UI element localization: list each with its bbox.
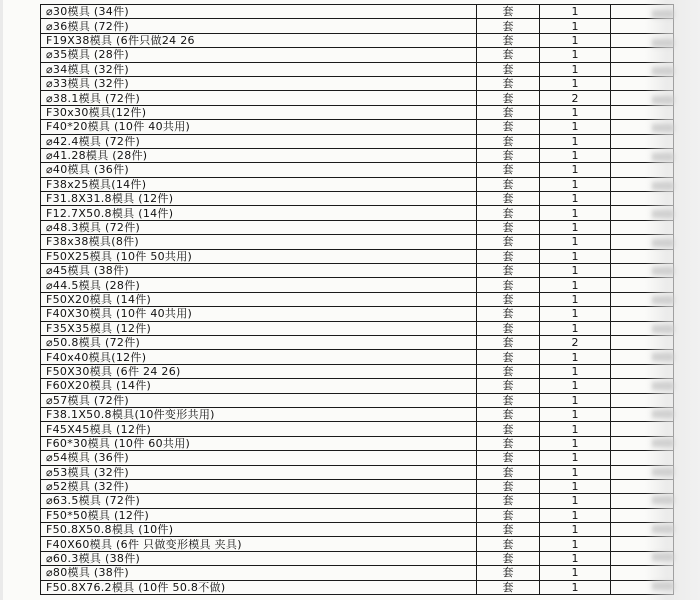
redaction-smudge	[652, 468, 674, 476]
table-row	[41, 508, 674, 522]
unit-cell: 套	[477, 148, 540, 162]
quantity-cell: 1	[540, 307, 611, 321]
unit-cell: 套	[477, 192, 540, 206]
mold-list-table	[40, 4, 674, 595]
table-row	[41, 580, 674, 594]
unit-cell: 套	[477, 48, 540, 62]
quantity-cell: 1	[540, 508, 611, 522]
table-row	[41, 105, 674, 119]
quantity-cell: 1	[540, 134, 611, 148]
name-cell: F50*50模具 (12件)	[41, 508, 477, 522]
name-cell: F60*30模具 (10件 60共用)	[41, 436, 477, 450]
name-cell: ⌀34模具 (32件)	[41, 62, 477, 76]
table-row	[41, 120, 674, 134]
name-cell: F50.8X50.8模具 (10件)	[41, 523, 477, 537]
unit-cell: 套	[477, 451, 540, 465]
quantity-cell: 1	[540, 33, 611, 47]
name-cell: ⌀80模具 (38件)	[41, 566, 477, 580]
unit-cell: 套	[477, 19, 540, 33]
quantity-cell: 1	[540, 364, 611, 378]
table-row	[41, 235, 674, 249]
table-row	[41, 48, 674, 62]
table-row	[41, 5, 674, 19]
redaction-smudge	[652, 439, 674, 447]
unit-cell: 套	[477, 292, 540, 306]
quantity-cell: 1	[540, 523, 611, 537]
name-cell: ⌀48.3模具 (72件)	[41, 220, 477, 234]
name-cell: ⌀45模具 (38件)	[41, 264, 477, 278]
name-cell: ⌀38.1模具 (72件)	[41, 91, 477, 105]
unit-cell: 套	[477, 566, 540, 580]
quantity-cell: 1	[540, 407, 611, 421]
name-cell: ⌀33模具 (32件)	[41, 76, 477, 90]
redaction-smudge	[652, 582, 674, 590]
name-cell: ⌀41.28模具 (28件)	[41, 148, 477, 162]
unit-cell: 套	[477, 264, 540, 278]
name-cell: F19X38模具 (6件只做24 26	[41, 33, 477, 47]
table-row	[41, 479, 674, 493]
quantity-cell: 1	[540, 580, 611, 594]
name-cell: ⌀50.8模具 (72件)	[41, 335, 477, 349]
quantity-cell: 1	[540, 220, 611, 234]
table-row	[41, 407, 674, 421]
unit-cell: 套	[477, 393, 540, 407]
name-cell: F45X45模具 (12件)	[41, 422, 477, 436]
quantity-cell: 1	[540, 465, 611, 479]
unit-cell: 套	[477, 479, 540, 493]
redaction-smudge	[652, 382, 674, 390]
table-row	[41, 566, 674, 580]
quantity-cell: 1	[540, 5, 611, 19]
unit-cell: 套	[477, 422, 540, 436]
name-cell: F40*20模具 (10件 40共用)	[41, 120, 477, 134]
quantity-cell: 1	[540, 249, 611, 263]
table-row	[41, 264, 674, 278]
unit-cell: 套	[477, 335, 540, 349]
unit-cell: 套	[477, 62, 540, 76]
table-row	[41, 76, 674, 90]
redaction-smudge	[652, 39, 674, 47]
quantity-cell: 1	[540, 350, 611, 364]
unit-cell: 套	[477, 105, 540, 119]
unit-cell: 套	[477, 235, 540, 249]
table-row	[41, 163, 674, 177]
quantity-cell: 1	[540, 551, 611, 565]
table-body	[41, 5, 674, 595]
quantity-cell: 1	[540, 235, 611, 249]
table-row	[41, 523, 674, 537]
name-cell: ⌀44.5模具 (28件)	[41, 278, 477, 292]
quantity-cell: 1	[540, 379, 611, 393]
name-cell: F35X35模具 (12件)	[41, 321, 477, 335]
redaction-smudge	[652, 10, 674, 18]
name-cell: ⌀40模具 (36件)	[41, 163, 477, 177]
name-cell: F12.7X50.8模具 (14件)	[41, 206, 477, 220]
unit-cell: 套	[477, 436, 540, 450]
name-cell: F40X60模具 (6件 只做变形模具 夹具)	[41, 537, 477, 551]
table-row	[41, 91, 674, 105]
table-row	[41, 436, 674, 450]
table-row	[41, 379, 674, 393]
name-cell: ⌀52模具 (32件)	[41, 479, 477, 493]
name-cell: ⌀53模具 (32件)	[41, 465, 477, 479]
redaction-smudge	[652, 67, 674, 75]
name-cell: ⌀63.5模具 (72件)	[41, 494, 477, 508]
unit-cell: 套	[477, 350, 540, 364]
table-row	[41, 364, 674, 378]
table-row	[41, 307, 674, 321]
redaction-smudge	[652, 525, 674, 533]
table-row	[41, 249, 674, 263]
table-row	[41, 321, 674, 335]
unit-cell: 套	[477, 364, 540, 378]
quantity-cell: 1	[540, 105, 611, 119]
unit-cell: 套	[477, 177, 540, 191]
redaction-smudge	[652, 496, 674, 504]
quantity-cell: 1	[540, 48, 611, 62]
table-row	[41, 537, 674, 551]
name-cell: F40X30模具 (10件 40共用)	[41, 307, 477, 321]
quantity-cell: 1	[540, 393, 611, 407]
unit-cell: 套	[477, 206, 540, 220]
quantity-cell: 1	[540, 264, 611, 278]
table-row	[41, 206, 674, 220]
table-row	[41, 494, 674, 508]
table-row	[41, 292, 674, 306]
redaction-smudge	[652, 153, 674, 161]
name-cell: F31.8X31.8模具 (12件)	[41, 192, 477, 206]
unit-cell: 套	[477, 5, 540, 19]
unit-cell: 套	[477, 33, 540, 47]
name-cell: ⌀60.3模具 (38件)	[41, 551, 477, 565]
quantity-cell: 2	[540, 335, 611, 349]
unit-cell: 套	[477, 249, 540, 263]
name-cell: F50X25模具 (10件 50共用)	[41, 249, 477, 263]
table-row	[41, 33, 674, 47]
unit-cell: 套	[477, 321, 540, 335]
quantity-cell: 1	[540, 76, 611, 90]
table-row	[41, 134, 674, 148]
unit-cell: 套	[477, 407, 540, 421]
table-row	[41, 422, 674, 436]
quantity-cell: 1	[540, 120, 611, 134]
table-row	[41, 177, 674, 191]
table-row	[41, 220, 674, 234]
page-edge	[0, 0, 3, 600]
unit-cell: 套	[477, 508, 540, 522]
unit-cell: 套	[477, 523, 540, 537]
name-cell: F50X20模具 (14件)	[41, 292, 477, 306]
unit-cell: 套	[477, 307, 540, 321]
name-cell: ⌀36模具 (72件)	[41, 19, 477, 33]
table-row	[41, 19, 674, 33]
redaction-smudge	[652, 96, 674, 104]
quantity-cell: 1	[540, 192, 611, 206]
redaction-smudge	[652, 410, 674, 418]
name-cell: ⌀35模具 (28件)	[41, 48, 477, 62]
redaction-smudge	[652, 553, 674, 561]
quantity-cell: 2	[540, 91, 611, 105]
unit-cell: 套	[477, 580, 540, 594]
unit-cell: 套	[477, 494, 540, 508]
quantity-cell: 1	[540, 422, 611, 436]
unit-cell: 套	[477, 379, 540, 393]
unit-cell: 套	[477, 465, 540, 479]
quantity-cell: 1	[540, 62, 611, 76]
unit-cell: 套	[477, 76, 540, 90]
name-cell: ⌀54模具 (36件)	[41, 451, 477, 465]
quantity-cell: 1	[540, 19, 611, 33]
quantity-cell: 1	[540, 436, 611, 450]
table-row	[41, 451, 674, 465]
name-cell: F38.1X50.8模具(10件变形共用)	[41, 407, 477, 421]
quantity-cell: 1	[540, 292, 611, 306]
quantity-cell: 1	[540, 451, 611, 465]
table-row	[41, 192, 674, 206]
quantity-cell: 1	[540, 537, 611, 551]
name-cell: F38x25模具(14件)	[41, 177, 477, 191]
name-cell: F60X20模具 (14件)	[41, 379, 477, 393]
unit-cell: 套	[477, 134, 540, 148]
name-cell: F50X30模具 (6件 24 26)	[41, 364, 477, 378]
redaction-smudge	[652, 353, 674, 361]
name-cell: F38x38模具(8件)	[41, 235, 477, 249]
redaction-smudge	[652, 210, 674, 218]
name-cell: F50.8X76.2模具 (10件 50.8不做)	[41, 580, 477, 594]
quantity-cell: 1	[540, 163, 611, 177]
redaction-smudge	[652, 325, 674, 333]
name-cell: F40x40模具(12件)	[41, 350, 477, 364]
unit-cell: 套	[477, 537, 540, 551]
name-cell: F30x30模具(12件)	[41, 105, 477, 119]
redaction-smudge	[652, 124, 674, 132]
table-row	[41, 335, 674, 349]
unit-cell: 套	[477, 91, 540, 105]
table-row	[41, 278, 674, 292]
redaction-smudge	[652, 182, 674, 190]
quantity-cell: 1	[540, 206, 611, 220]
table-row	[41, 62, 674, 76]
unit-cell: 套	[477, 278, 540, 292]
table-row	[41, 148, 674, 162]
table-row	[41, 465, 674, 479]
unit-cell: 套	[477, 551, 540, 565]
quantity-cell: 1	[540, 494, 611, 508]
table-row	[41, 393, 674, 407]
quantity-cell: 1	[540, 278, 611, 292]
name-cell: ⌀42.4模具 (72件)	[41, 134, 477, 148]
name-cell: ⌀30模具 (34件)	[41, 5, 477, 19]
redaction-smudge	[652, 267, 674, 275]
unit-cell: 套	[477, 220, 540, 234]
table-row	[41, 551, 674, 565]
quantity-cell: 1	[540, 479, 611, 493]
unit-cell: 套	[477, 120, 540, 134]
quantity-cell: 1	[540, 566, 611, 580]
redaction-smudge	[652, 239, 674, 247]
redaction-smudge	[652, 296, 674, 304]
quantity-cell: 1	[540, 321, 611, 335]
quantity-cell: 1	[540, 148, 611, 162]
table-row	[41, 350, 674, 364]
unit-cell: 套	[477, 163, 540, 177]
quantity-cell: 1	[540, 177, 611, 191]
name-cell: ⌀57模具 (72件)	[41, 393, 477, 407]
